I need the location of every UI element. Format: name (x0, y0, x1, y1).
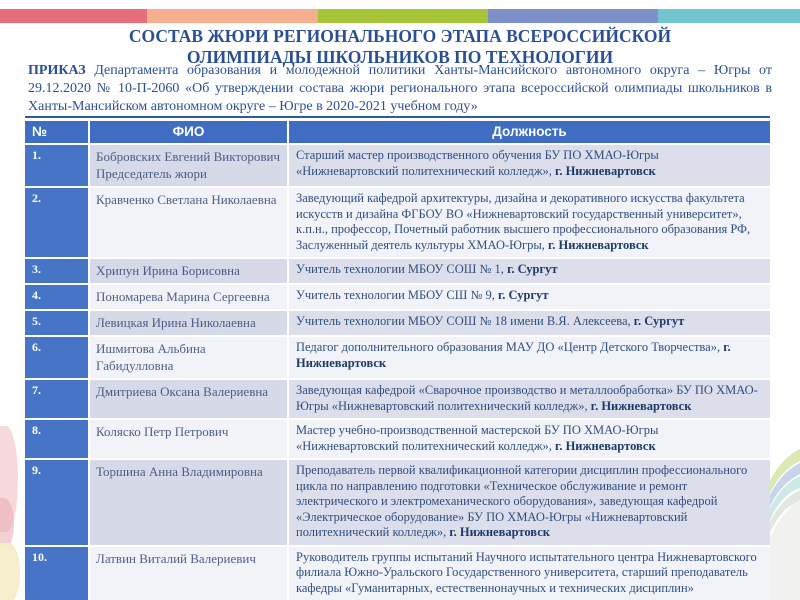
row-number: 3. (25, 259, 88, 283)
row-fio (90, 420, 287, 458)
row-position (289, 547, 770, 600)
row-fio (90, 145, 287, 186)
row-number: 9. (25, 460, 88, 545)
bottom-right-swoosh-decoration (770, 443, 800, 600)
position-text: Учитель технологии МБОУ СОШ № 18 имени В.Я. Алексеева, (296, 314, 631, 328)
row-position (289, 145, 770, 186)
row-position (289, 285, 770, 309)
stripe-segment (658, 9, 800, 23)
table-header-row (25, 121, 770, 143)
row-position (289, 259, 770, 283)
position-city: г. Нижневартовск (590, 398, 692, 413)
row-number: 1. (25, 145, 88, 186)
top-color-stripe (0, 9, 800, 23)
position-text: Руководитель группы испытаний Научного испытательного центра Нижневартовского филиала Южно-Уральского Государственного университета, старший преподаватель кафедры «Гуманитарных, естественнонаучных и технических дисциплин» (296, 549, 757, 595)
row-number: 8. (25, 420, 88, 458)
decree-paragraph (28, 62, 772, 117)
position-city: г. Нижневартовск (555, 163, 656, 178)
stripe-segment (0, 9, 147, 23)
column-header-position: Должность (289, 121, 770, 143)
table-row (25, 311, 770, 335)
row-position (289, 420, 770, 458)
fio-name: Торшина Анна Владимировна (96, 464, 263, 479)
position-city: г. Сургут (633, 314, 685, 328)
page-title-line2: ОЛИМПИАДЫ ШКОЛЬНИКОВ ПО ТЕХНОЛОГИИ (186, 46, 614, 67)
fio-name: Хрипун Ирина Борисовна (96, 263, 240, 278)
table-row (25, 460, 770, 545)
position-text: Заведующий кафедрой архитектуры, дизайна и декоративного искусства факультета искусств и дизайна ФГБОУ ВО «Нижневартовский государственный университет», к.п.н., профессор, Почетный работник высшего профессионального образования РФ, Заслуженный деятель культуры ХМАО-Югры, (296, 191, 751, 252)
position-city: г. Нижневартовск (555, 438, 656, 453)
row-fio (90, 547, 287, 600)
position-text: Учитель технологии МБОУ СОШ № 1, (296, 262, 504, 276)
fio-name: Дмитриева Оксана Валериевна (96, 384, 269, 399)
position-city: г. Нижневартовск (296, 340, 731, 370)
page-title-line1: СОСТАВ ЖЮРИ РЕГИОНАЛЬНОГО ЭТАПА ВСЕРОССИЙСКОЙ (128, 26, 672, 46)
row-number: 7. (25, 380, 88, 418)
position-text: Педагог дополнительного образования МАУ ДО «Центр Детского Творчества», (296, 340, 721, 354)
position-text: Мастер учебно-производственной мастерской БУ ПО ХМАО-Югры «Нижневартовский политехнический колледж», (296, 423, 659, 453)
row-number: 5. (25, 311, 88, 335)
row-fio (90, 337, 287, 378)
row-fio (90, 285, 287, 309)
decree-label: ПРИКАЗ (28, 63, 86, 78)
position-text: Заведующая кафедрой «Сварочное производство и металлообработка» БУ ПО ХМАО-Югры «Нижневартовский политехнический колледж», (296, 383, 758, 413)
decree-text: Департамента образования и молодежной политики Ханты-Мансийского автономного округа – Югры от 29.12.2020 № 10-П-2060 «Об утверждении состава жюри регионального этапа всероссийской олимпиады школьников в Ханты-Мансийском автономном округе – Югре в 2020-2021 учебном году» (28, 63, 772, 115)
table-row (25, 285, 770, 309)
fio-name: Коляско Петр Петрович (96, 424, 229, 439)
row-number: 2. (25, 188, 88, 257)
stripe-segment (318, 9, 488, 23)
table-row (25, 380, 770, 418)
row-position (289, 337, 770, 378)
fio-name: Бобровских Евгений Викторович (96, 149, 280, 164)
fio-role: Председатель жюри (96, 166, 207, 181)
column-header-number: № (25, 121, 88, 143)
table-row (25, 547, 770, 600)
fio-name: Латвин Виталий Валериевич (96, 550, 256, 566)
column-header-fio: ФИО (90, 121, 287, 143)
jury-table (25, 116, 770, 600)
fio-name: Пономарева Марина Сергеевна (96, 289, 270, 304)
position-text: Преподаватель первой квалификационной категории дисциплин профессионального цикла по направлению подготовки «Техническое обслуживание и ремонт электрического и электромеханического оборудования», заведующая кафедрой «Электрическое оборудование» БУ ПО ХМАО-Югры «Нижневартовский политехнический колледж», (296, 463, 748, 539)
stripe-segment (488, 9, 658, 23)
jury-table-body (25, 145, 770, 600)
row-number: 10. (25, 547, 88, 600)
table-row (25, 145, 770, 186)
table-row (25, 259, 770, 283)
position-city: г. Сургут (498, 288, 549, 302)
position-city: г. Сургут (507, 262, 558, 276)
position-city: г. Нижневартовск (449, 525, 550, 539)
position-city: г. Нижневартовск (548, 237, 649, 252)
row-fio (90, 311, 287, 335)
fio-name: Кравченко Светлана Николаевна (96, 192, 277, 207)
row-number: 4. (25, 285, 88, 309)
table-row (25, 420, 770, 458)
table-row (25, 188, 770, 257)
position-text: Старший мастер производственного обучения БУ ПО ХМАО-Югры «Нижневартовский политехнический колледж», (296, 148, 659, 178)
row-position (289, 460, 770, 545)
fio-name: Ишмитова Альбина Габидулловна (96, 341, 206, 373)
fio-name: Левицкая Ирина Николаевна (96, 315, 256, 330)
table-row (25, 337, 770, 378)
row-position (289, 311, 770, 335)
position-text: Учитель технологии МБОУ СШ № 9, (296, 288, 495, 302)
bottom-left-cream-decoration (0, 543, 20, 600)
stripe-segment (147, 9, 318, 23)
row-fio (90, 380, 287, 418)
row-number: 6. (25, 337, 88, 378)
row-fio (90, 460, 287, 545)
row-position (289, 188, 770, 257)
row-fio (90, 188, 287, 257)
row-position (289, 380, 770, 418)
row-fio (90, 259, 287, 283)
